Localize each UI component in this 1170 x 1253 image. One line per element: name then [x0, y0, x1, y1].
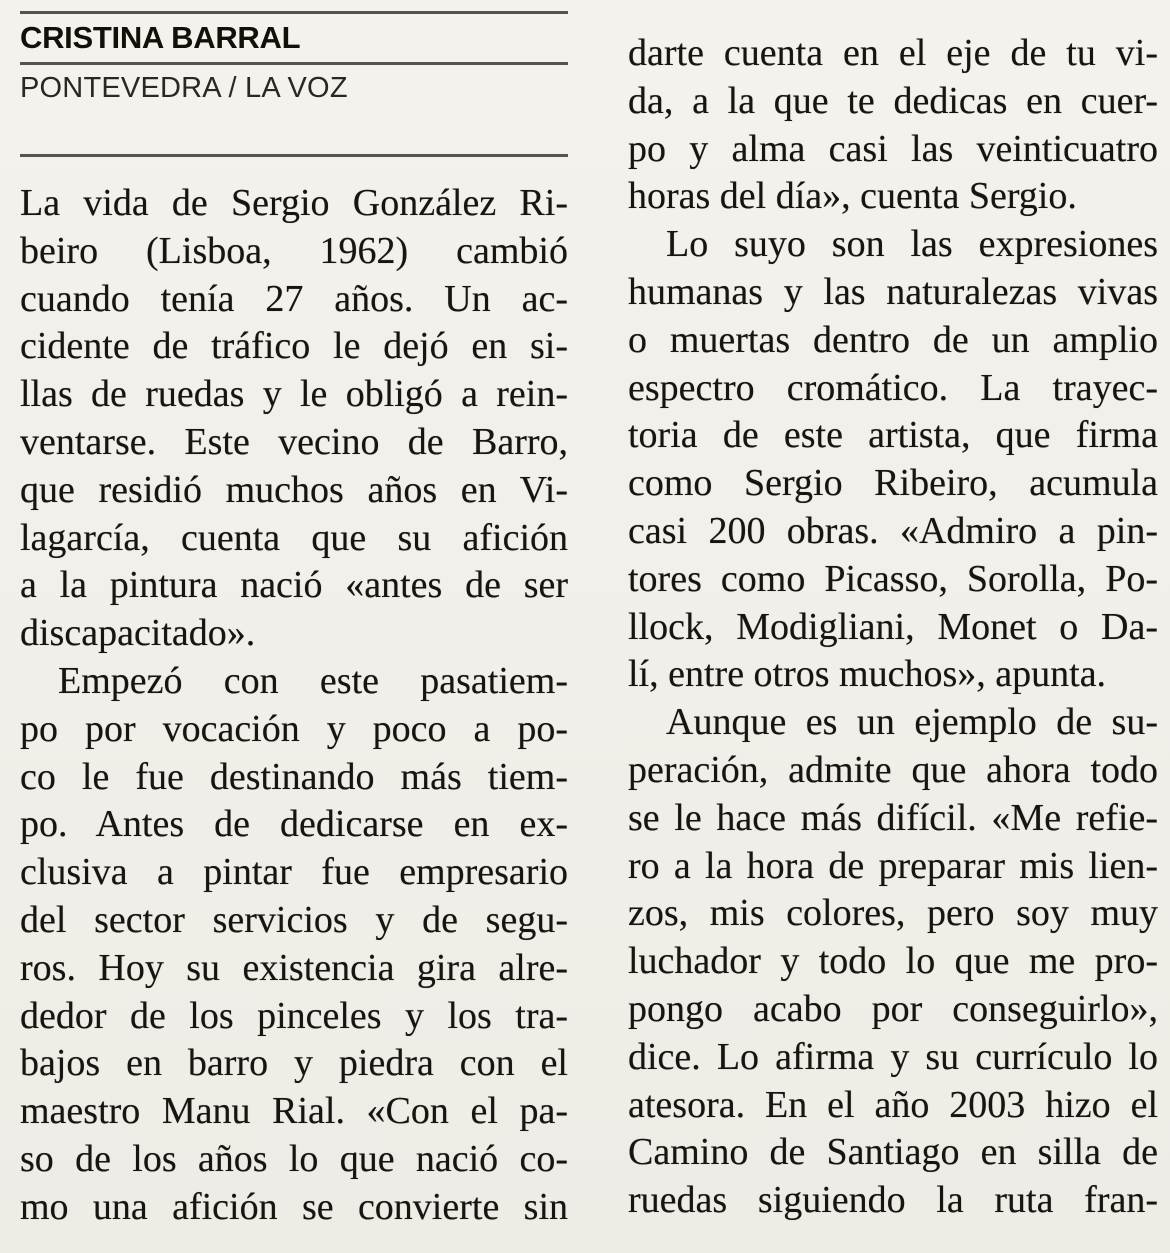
text-line: a la pintura nació «antes de ser — [20, 564, 568, 607]
text-line: discapacitado». — [20, 612, 256, 655]
text-line: Lo suyo son las expresiones — [666, 223, 1158, 266]
text-line: toria de este artista, que firma — [628, 414, 1158, 457]
text-line: del sector servicios y de segu- — [20, 898, 568, 941]
text-line: bajos en barro y piedra con el — [20, 1042, 568, 1085]
text-line: cidente de tráfico le dejó en si- — [20, 325, 568, 368]
text-line: peración, admite que ahora todo — [628, 748, 1158, 791]
text-line: po por vocación y poco a po- — [20, 707, 568, 750]
text-line: clusiva a pintar fue empresario — [20, 851, 568, 894]
text-line: casi 200 obras. «Admiro a pin- — [628, 509, 1158, 552]
text-line: ros. Hoy su existencia gira alre- — [20, 946, 568, 989]
text-line: maestro Manu Rial. «Con el pa- — [20, 1090, 568, 1133]
text-line: ventarse. Este vecino de Barro, — [20, 420, 568, 463]
text-line: humanas y las naturalezas vivas — [628, 270, 1158, 313]
article-column-left — [20, 0, 568, 1232]
text-line: darte cuenta en el eje de tu vi- — [628, 32, 1158, 74]
byline-block — [20, 0, 568, 157]
text-line: llas de ruedas y le obligó a rein- — [20, 373, 568, 416]
text-line: lagarcía, cuenta que su afición — [20, 516, 568, 559]
text-line: que residió muchos años en Vi- — [20, 468, 568, 511]
text-line: atesora. En el año 2003 hizo el — [628, 1083, 1158, 1126]
text-line: dice. Lo afirma y su currículo lo — [628, 1035, 1158, 1078]
byline-spacer — [20, 111, 568, 154]
text-line: como Sergio Ribeiro, acumula — [628, 462, 1158, 505]
text-line: Camino de Santiago en silla de — [628, 1131, 1158, 1174]
article-text-column-2 — [628, 30, 1158, 1225]
text-line: da, a la que te dedicas en cuer- — [628, 79, 1158, 122]
text-line: lí, entre otros muchos», apunta. — [628, 653, 1107, 696]
text-line: beiro (Lisboa, 1962) cambió — [20, 229, 568, 272]
text-line: tores como Picasso, Sorolla, Po- — [628, 557, 1158, 600]
text-line: co le fue destinando más tiem- — [20, 755, 568, 798]
byline-agency: PONTEVEDRA / LA VOZ — [20, 72, 348, 104]
text-line: La vida de Sergio González Ri- — [20, 182, 568, 224]
text-line: luchador y todo lo que me pro- — [628, 940, 1158, 983]
article-column-right — [628, 0, 1158, 1225]
text-line: ruedas siguiendo la ruta fran- — [628, 1179, 1158, 1222]
text-line: mo una afición se convierte sin — [20, 1185, 568, 1228]
text-line: ro a la hora de preparar mis lien- — [628, 844, 1158, 887]
text-line: Aunque es un ejemplo de su- — [666, 701, 1158, 744]
text-line: o muertas dentro de un amplio — [628, 318, 1158, 361]
text-line: pongo acabo por conseguirlo», — [628, 987, 1158, 1030]
article-text-column-1 — [20, 180, 568, 1232]
byline-author: CRISTINA BARRAL — [20, 20, 301, 55]
text-line: po y alma casi las veinticuatro — [628, 127, 1158, 170]
text-line: Empezó con este pasatiem- — [58, 659, 568, 702]
text-line: cuando tenía 27 años. Un ac- — [20, 277, 568, 320]
text-line: espectro cromático. La trayec- — [628, 366, 1158, 409]
text-line: se le hace más difícil. «Me refie- — [628, 796, 1158, 839]
text-line: horas del día», cuenta Sergio. — [628, 175, 1077, 218]
article-top-rule — [20, 154, 568, 157]
text-line: llock, Modigliani, Monet o Da- — [628, 605, 1158, 648]
text-line: po. Antes de dedicarse en ex- — [20, 803, 568, 846]
text-line: so de los años lo que nació co- — [20, 1137, 568, 1180]
text-line: dedor de los pinceles y los tra- — [20, 994, 568, 1037]
text-line: zos, mis colores, pero soy muy — [628, 892, 1158, 935]
